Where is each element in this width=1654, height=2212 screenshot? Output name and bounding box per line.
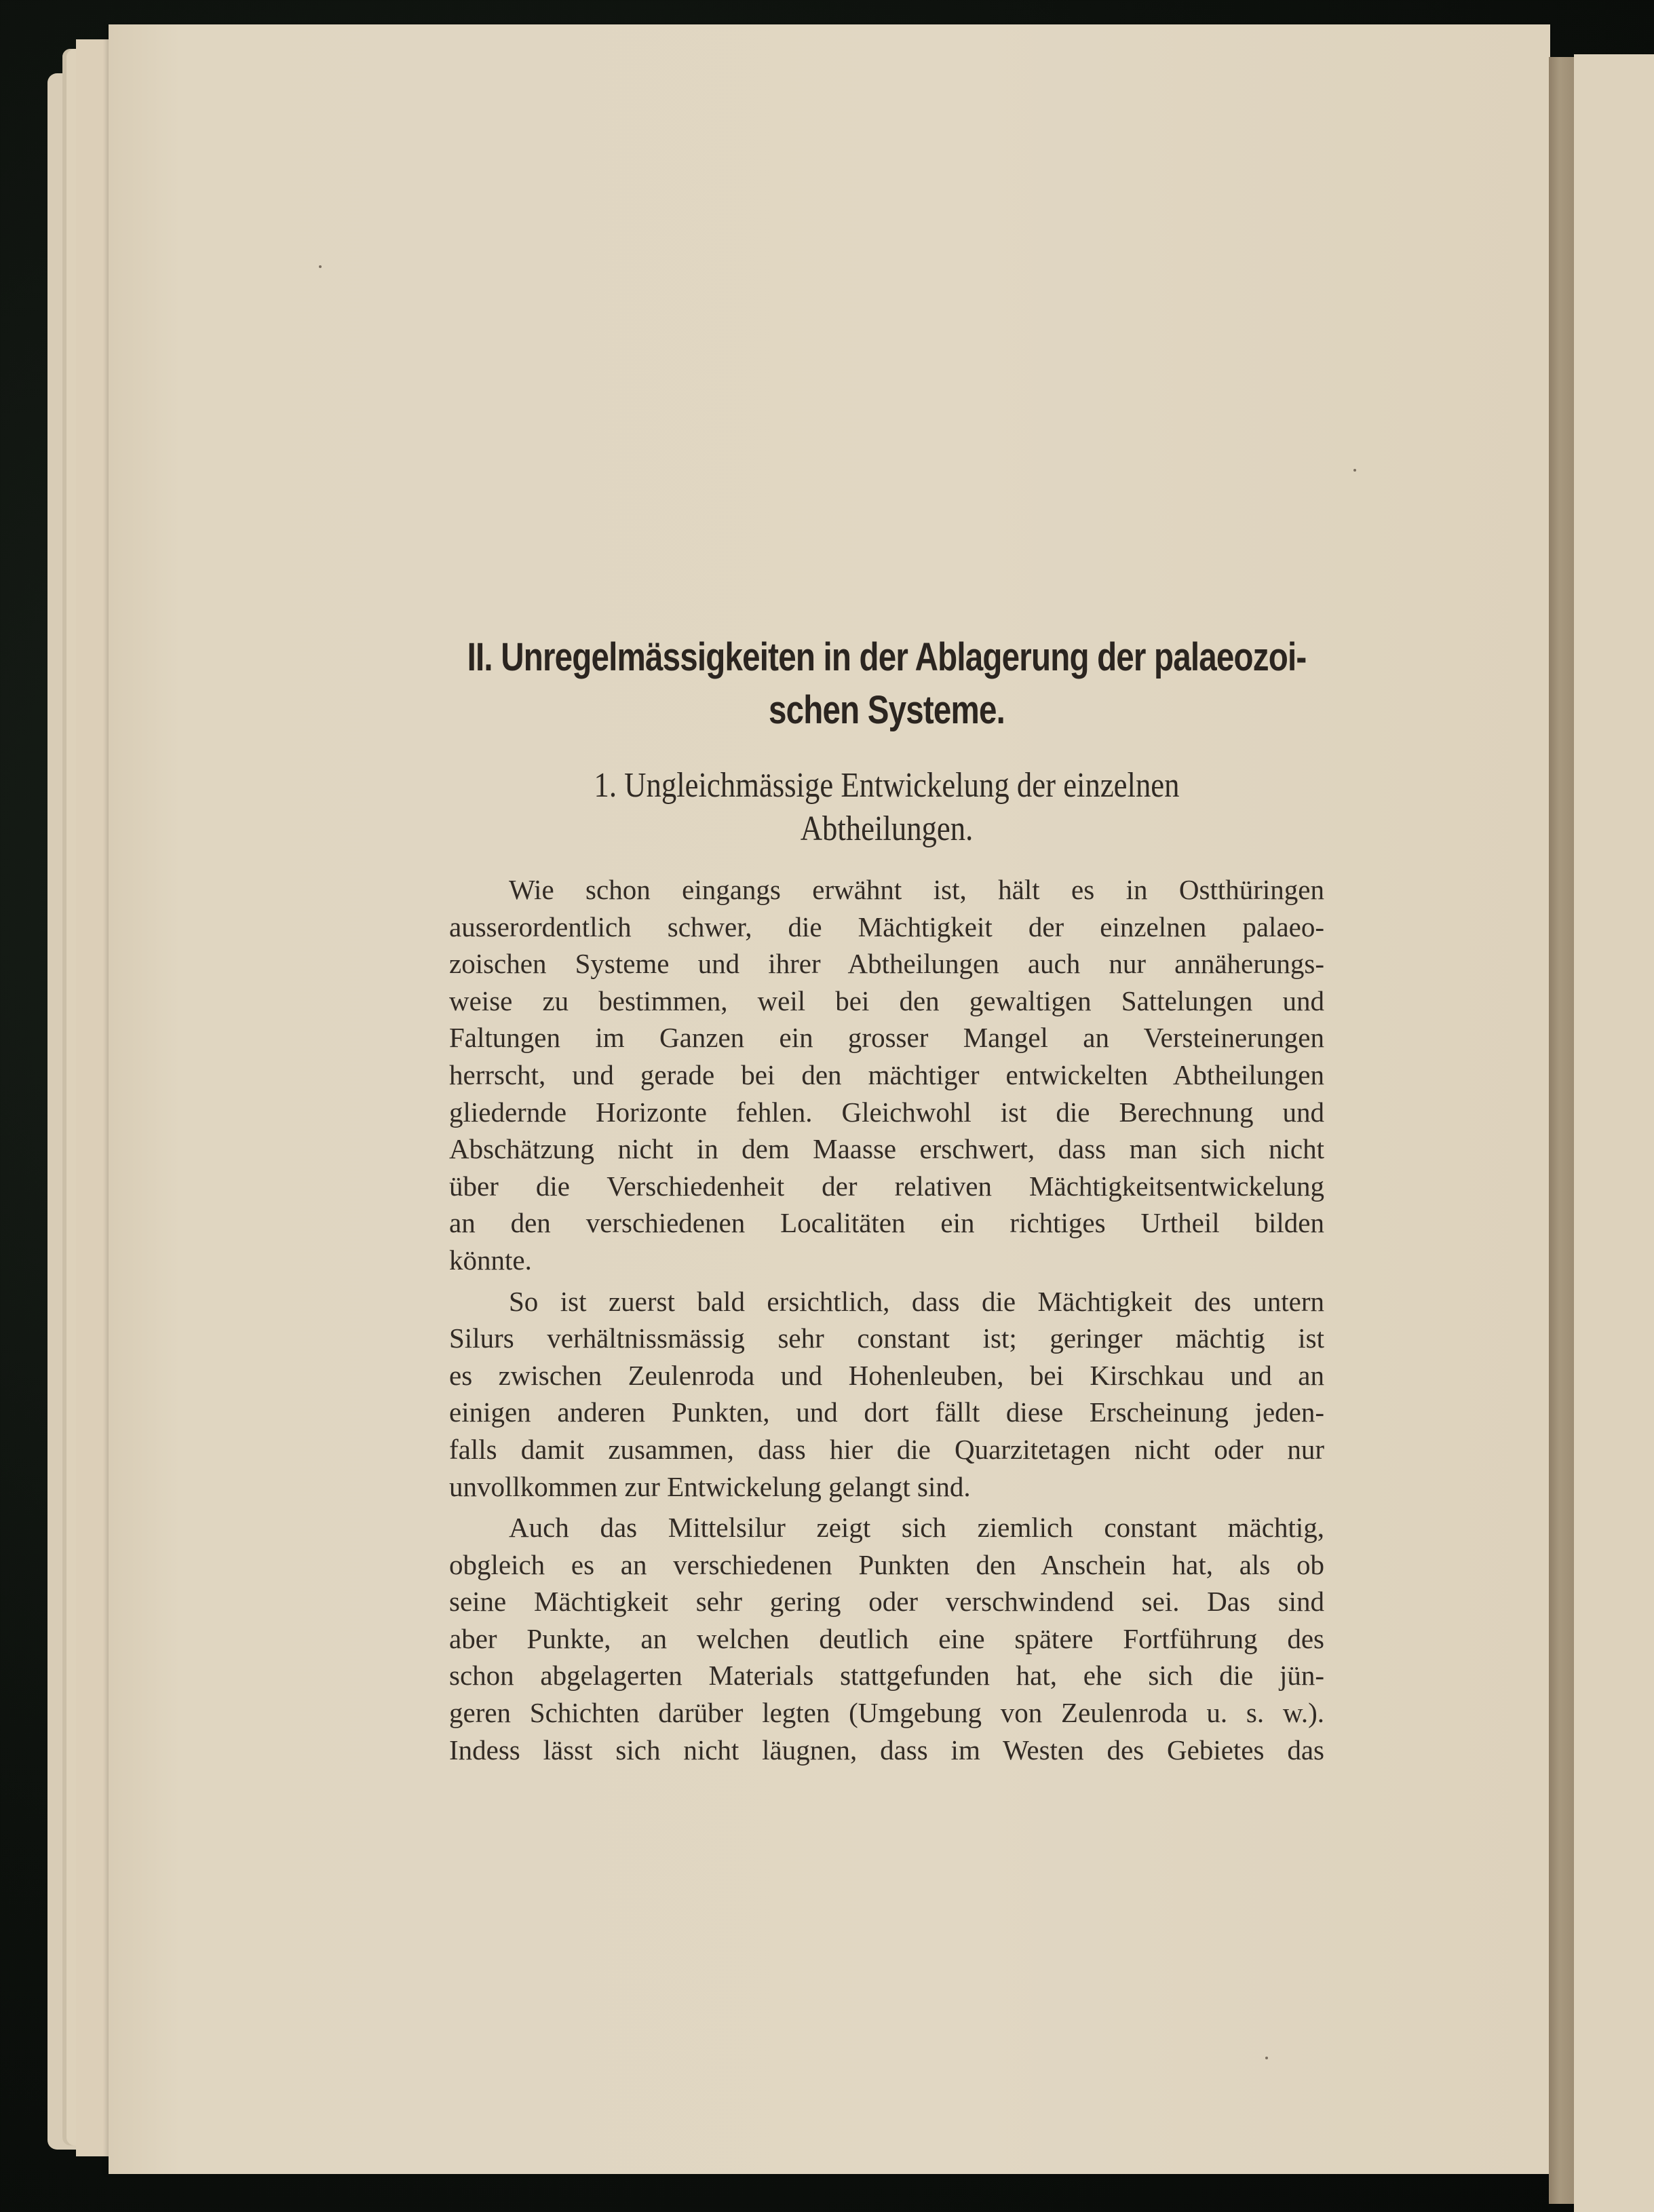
text-line: einigen anderen Punkten, und dort fällt diese Erscheinung jeden-: [449, 1396, 1324, 1428]
page-content: [449, 631, 1324, 1768]
text-line: gliedernde Horizonte fehlen. Gleichwohl ist die Berechnung und: [449, 1096, 1324, 1128]
text-line: Indess lässt sich nicht läugnen, dass im Westen des Gebietes das: [449, 1734, 1324, 1766]
text-line: seine Mächtigkeit sehr gering oder verschwindend sei. Das sind: [449, 1586, 1324, 1618]
text-line: geren Schichten darüber legten (Umgebung von Zeulenroda u. s. w.).: [449, 1697, 1324, 1729]
text-line: aber Punkte, an welchen deutlich eine spätere Fortführung des: [449, 1622, 1324, 1654]
section-heading: [510, 764, 1263, 851]
chapter-heading-line-1: II. Unregelmässigkeiten in der Ablagerung der palaeozoi-: [467, 635, 1307, 679]
text-line: So ist zuerst bald ersichtlich, dass die Mächtigkeit des untern: [509, 1285, 1324, 1317]
text-line: es zwischen Zeulenroda und Hohenleuben, bei Kirschkau und an: [449, 1359, 1324, 1391]
text-line: schon abgelagerten Materials stattgefunden hat, ehe sich die jün-: [449, 1660, 1324, 1692]
text-line: Silurs verhältnissmässig sehr constant ist; geringer mächtig ist: [449, 1322, 1324, 1354]
paper-speck: [1265, 2057, 1268, 2059]
chapter-heading-line-2: schen Systeme.: [768, 688, 1005, 732]
text-line: obgleich es an verschiedenen Punkten den Anschein hat, als ob: [449, 1548, 1324, 1580]
text-line: ausserordentlich schwer, die Mächtigkeit der einzelnen palaeo-: [449, 911, 1324, 942]
text-line: unvollkommen zur Entwickelung gelangt sind.: [449, 1470, 971, 1502]
text-line: Wie schon eingangs erwähnt ist, hält es in Ostthüringen: [509, 874, 1324, 905]
paper-speck: [319, 265, 322, 268]
paragraph-1: [449, 871, 1324, 1279]
text-line: weise zu bestimmen, weil bei den gewaltigen Sattelungen und: [449, 985, 1324, 1016]
text-line: zoischen Systeme und ihrer Abtheilungen auch nur annäherungs-: [449, 948, 1324, 980]
text-line: an den verschiedenen Localitäten ein richtiges Urtheil bilden: [449, 1207, 1324, 1239]
paragraph-2: [449, 1283, 1324, 1506]
text-line: könnte.: [449, 1244, 532, 1276]
text-line: Auch das Mittelsilur zeigt sich ziemlich constant mächtig,: [509, 1512, 1324, 1544]
text-line: falls damit zusammen, dass hier die Quarzitetagen nicht oder nur: [449, 1433, 1324, 1465]
facing-page-edge: [1574, 54, 1654, 2212]
paper-speck: [1353, 469, 1356, 472]
paragraph-3: [449, 1509, 1324, 1768]
text-line: Faltungen im Ganzen ein grosser Mangel an Versteinerungen: [449, 1022, 1324, 1054]
section-heading-line-2: Abtheilungen.: [800, 809, 974, 848]
text-line: Abschätzung nicht in dem Maasse erschwert, dass man sich nicht: [449, 1133, 1324, 1165]
book-gutter: [1549, 57, 1576, 2204]
text-line: über die Verschiedenheit der relativen Mächtigkeitsentwickelung: [449, 1170, 1324, 1202]
text-line: herrscht, und gerade bei den mächtiger entwickelten Abtheilungen: [449, 1059, 1324, 1090]
chapter-heading: [461, 631, 1313, 737]
section-heading-line-1: 1. Ungleichmässige Entwickelung der einzelnen: [594, 766, 1180, 805]
